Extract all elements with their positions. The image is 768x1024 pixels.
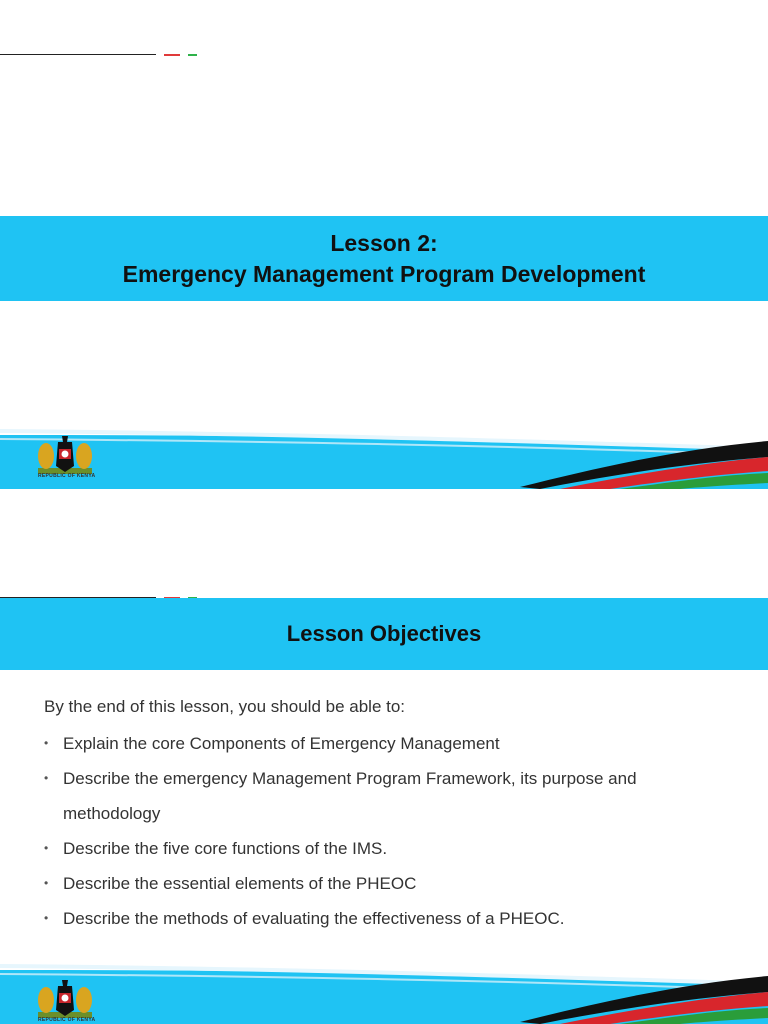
objective-item-continuation: methodology <box>63 804 161 823</box>
objective-item: • Describe the essential elements of the PHEOC <box>44 866 744 901</box>
bullet-icon: • <box>44 876 49 890</box>
emblem-caption: REPUBLIC OF KENYA <box>38 1017 96 1023</box>
bullet-icon: • <box>44 841 49 855</box>
kenya-coat-of-arms-icon <box>36 976 94 1020</box>
slide-objectives <box>0 489 768 1024</box>
slide-title <box>0 0 768 489</box>
bullet-icon: • <box>44 911 49 925</box>
lesson-number: Lesson 2: <box>330 229 438 256</box>
objective-item: • Explain the core Components of Emergency Management <box>44 726 744 761</box>
header-accent-green <box>188 54 197 56</box>
emblem-caption: REPUBLIC OF KENYA <box>38 473 96 479</box>
objectives-list <box>44 726 744 936</box>
objective-item: • Describe the five core functions of the IMS. <box>44 831 744 866</box>
objective-item: • Describe the methods of evaluating the effectiveness of a PHEOC. <box>44 901 744 936</box>
kenya-flag-swoosh <box>0 962 768 1024</box>
objectives-content <box>44 696 744 936</box>
slide-heading: Lesson Objectives <box>286 621 482 646</box>
header-accent-red <box>164 54 180 56</box>
footer-band <box>0 962 768 1024</box>
objective-item: • Describe the emergency Management Program Framework, its purpose and <box>44 761 744 796</box>
kenya-flag-swoosh <box>0 427 768 489</box>
title-band <box>0 216 768 301</box>
bullet-icon: • <box>44 771 49 785</box>
bullet-icon: • <box>44 736 49 750</box>
objectives-intro: By the end of this lesson, you should be able to: <box>44 697 406 716</box>
lesson-title: Emergency Management Program Development <box>122 260 646 287</box>
title-band <box>0 598 768 670</box>
header-rule <box>0 54 156 55</box>
kenya-coat-of-arms-icon <box>36 432 94 476</box>
footer-band <box>0 427 768 489</box>
